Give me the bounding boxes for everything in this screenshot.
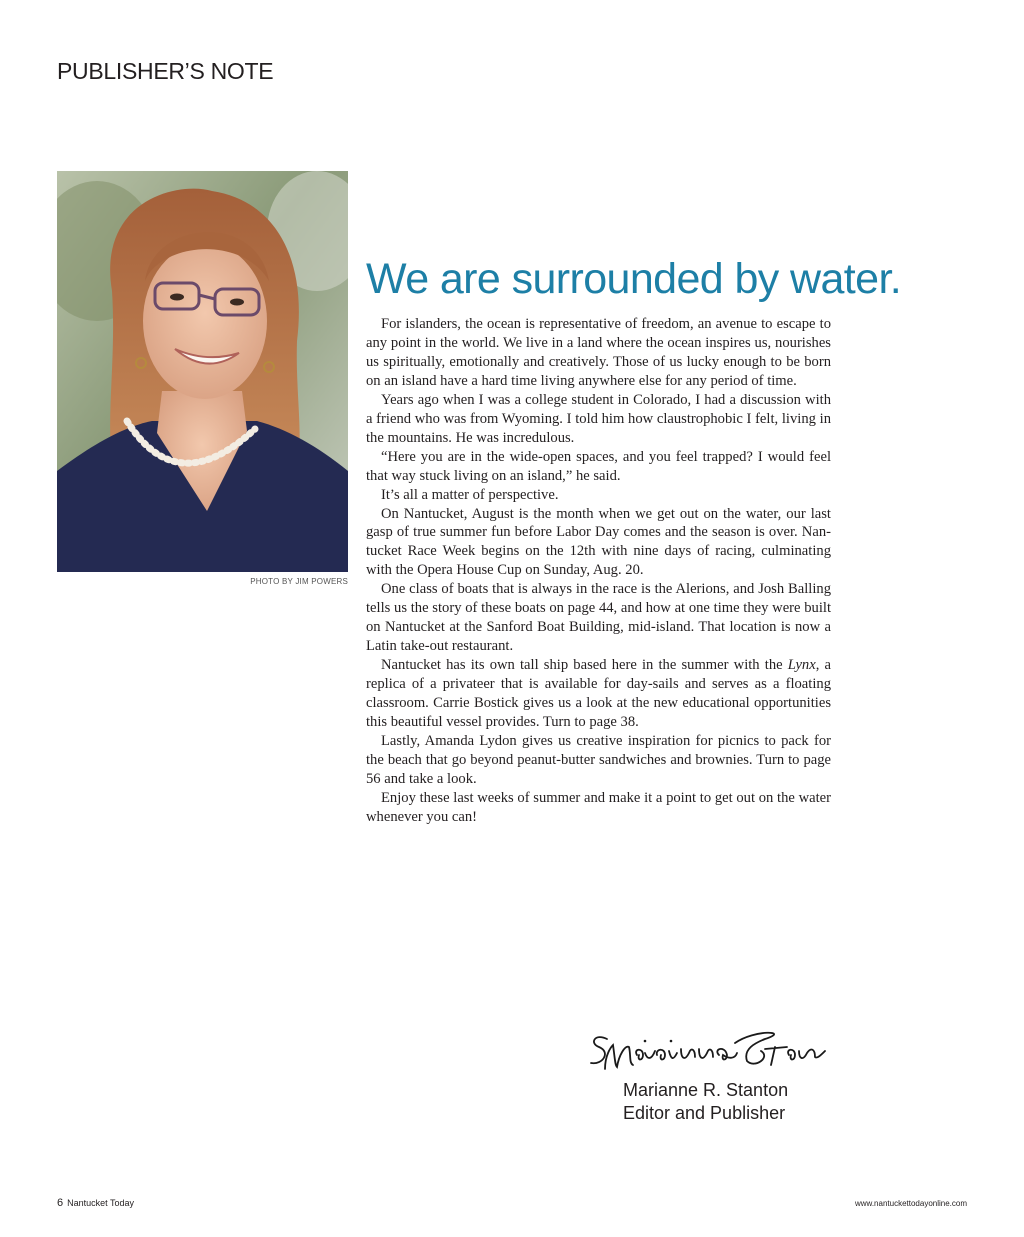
article-paragraph: For islanders, the ocean is representative of freedom, an avenue to escape to any point in the world. We live in a land where the ocean inspires us, nourishes us spiritually, emotionally and creatively. Those of us lucky enough to be born on an island have a hard time living anywhere else for any period of time.	[366, 316, 831, 389]
article-paragraph: It’s all a matter of perspective.	[381, 486, 559, 503]
article-headline: We are surrounded by water.	[366, 255, 902, 303]
handwritten-signature	[585, 1025, 835, 1075]
ship-name: Lynx	[787, 657, 816, 674]
website-url: www.nantuckettodayonline.com	[854, 1199, 967, 1208]
footer-left	[57, 1197, 134, 1209]
article-paragraph: One class of boats that is always in the race is the Alerions, and Josh Balling tells us the story of these boats on page 44, and how at one time they were built on Nantucket at the Sanford Boat Building, mid-island. That location is now a Latin take-out restaurant.	[366, 581, 831, 655]
article-paragraph: On Nantucket, August is the month when we get out on the water, our last gasp of true summer fun before Labor Day comes and the season is over. Nantucket Race Week begins on the 12th with nine days of racing, culminating with the Opera House Cup on Sunday, Aug. 20.	[366, 505, 831, 579]
article-paragraph-lynx	[366, 656, 831, 732]
photo-credit: PHOTO BY JIM POWERS	[250, 577, 348, 586]
lynx-text-after: , a replica of a privateer that is available for day-sails and serves as a floating classroom. Carrie Bostick gives us a look at the new educational opportunities this beautiful vessel provides. Turn to page 38.	[366, 657, 831, 731]
article-paragraph: Lastly, Amanda Lydon gives us creative inspiration for picnics to pack for the beach that go beyond peanut-butter sandwiches and brownies. Turn to page 56 and take a look.	[366, 732, 831, 787]
page-number: 6	[57, 1197, 64, 1209]
article-body	[366, 315, 831, 827]
signer-name: Marianne R. Stanton	[623, 1080, 789, 1100]
article-paragraph: Enjoy these last weeks of summer and make it a point to get out on the water whenever you can!	[366, 789, 831, 825]
signer-title: Editor and Publisher	[623, 1103, 786, 1123]
publication-name: Nantucket Today	[67, 1198, 135, 1208]
lynx-text-before: Nantucket has its own tall ship based here in the summer with the	[381, 657, 788, 674]
article-paragraph: “Here you are in the wide-open spaces, and you feel trapped? I would feel that way stuck living on an island,” he said.	[366, 448, 831, 484]
article-paragraph: Years ago when I was a college student in Colorado, I had a discussion with a friend who was from Wyoming. I told him how claustrophobic I felt, living in the mountains. He was incredulous.	[366, 391, 831, 446]
publisher-portrait-photo	[57, 171, 348, 572]
section-label: PUBLISHER’S NOTE	[57, 58, 274, 84]
